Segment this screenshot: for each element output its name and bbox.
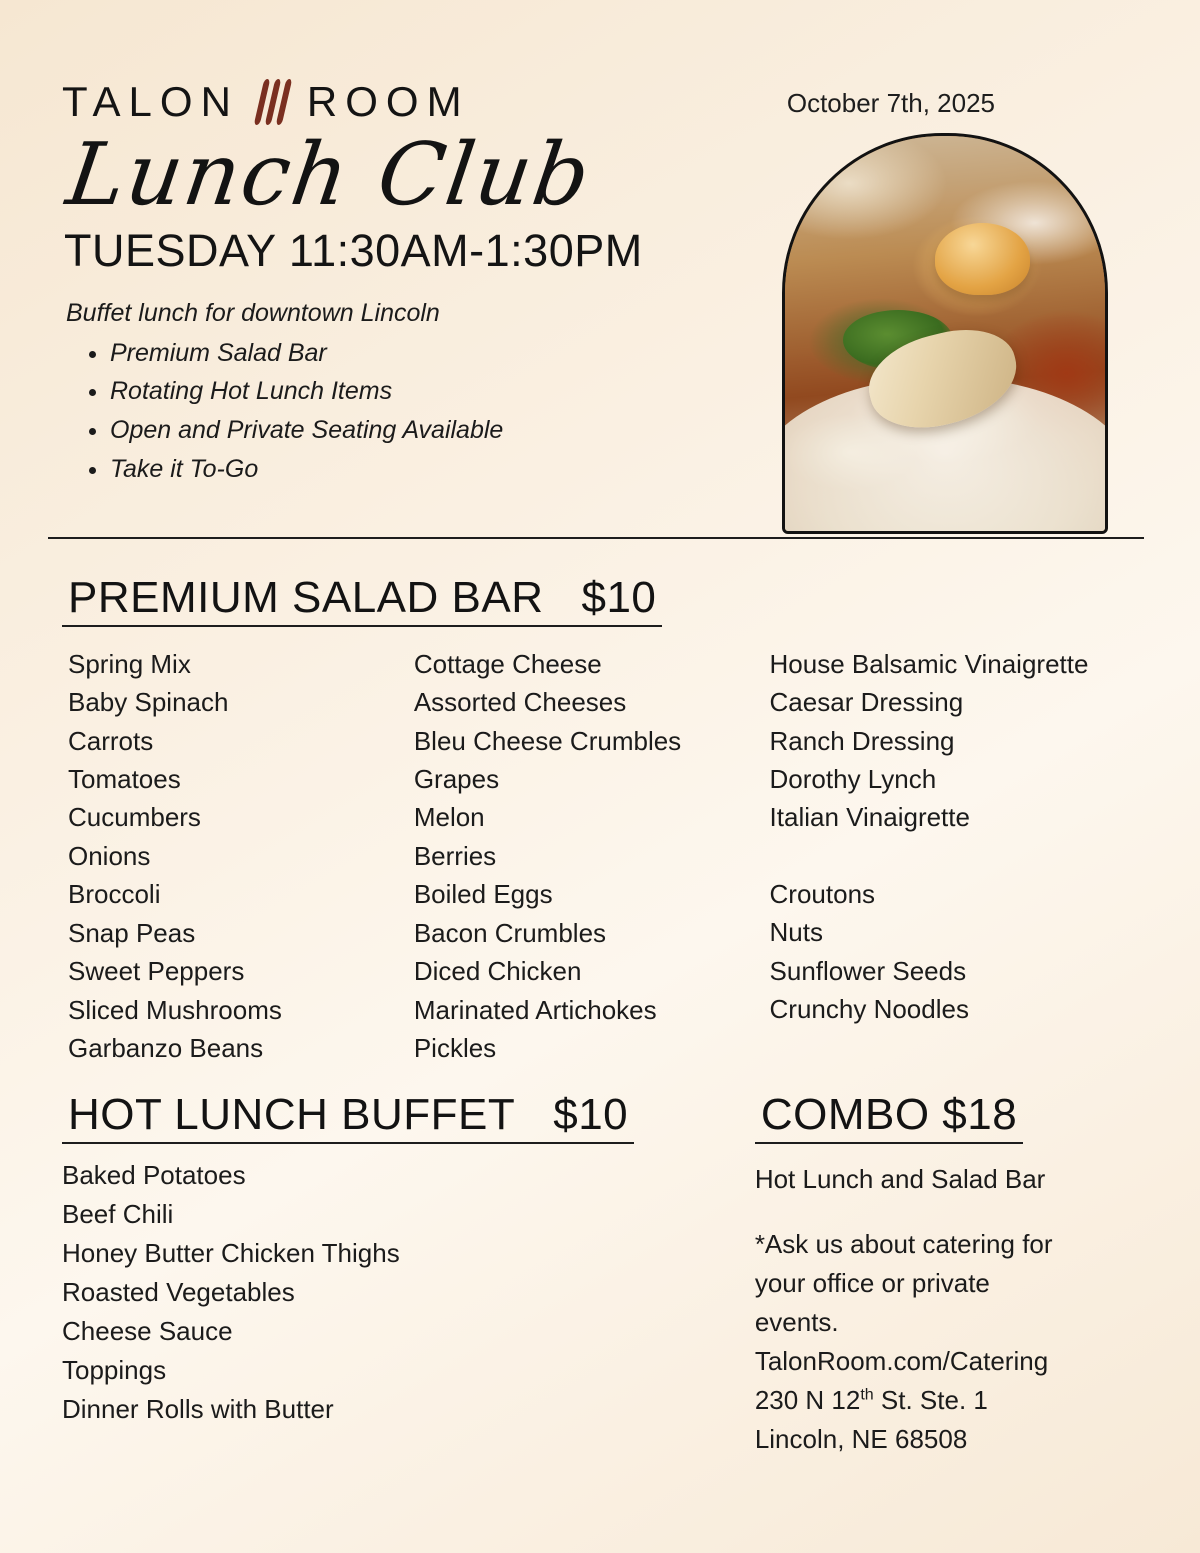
list-item: House Balsamic Vinaigrette	[769, 648, 1089, 679]
brand-word-right: ROOM	[306, 78, 470, 125]
list-item: Crunchy Noodles	[769, 994, 969, 1025]
combo-heading: COMBO $18	[755, 1090, 1023, 1144]
combo-section	[745, 1090, 1145, 1459]
brand-logo	[62, 78, 470, 126]
catering-note	[755, 1225, 1145, 1459]
list-item: Broccoli	[68, 879, 161, 910]
subtitle: Buffet lunch for downtown Lincoln	[66, 298, 440, 327]
salad-column-1	[62, 645, 414, 1068]
lunch-photo-image	[785, 136, 1105, 531]
salad-columns	[62, 645, 1145, 1068]
flyer-date: October 7th, 2025	[786, 88, 995, 118]
salad-column-2	[414, 645, 770, 1068]
list-item: Nuts	[769, 917, 823, 948]
list-item: Baby Spinach	[68, 687, 229, 718]
list-item: • Rotating Hot Lunch Items	[110, 372, 1145, 411]
list-item: Diced Chicken	[413, 956, 582, 987]
list-item: Bleu Cheese Crumbles	[413, 725, 682, 756]
page-title: Lunch Club	[61, 125, 598, 225]
catering-note-line-2: your office or private	[754, 1267, 990, 1298]
list-item: • Take it To-Go	[110, 450, 1145, 489]
list-item: • Open and Private Seating Available	[110, 411, 1145, 450]
catering-note-line-1: *Ask us about catering for	[754, 1228, 1053, 1259]
list-item: Caesar Dressing	[769, 687, 964, 718]
combo-description: Hot Lunch and Salad Bar	[754, 1163, 1046, 1194]
list-item: Cheese Sauce	[62, 1315, 233, 1346]
list-item: Cottage Cheese	[413, 648, 602, 679]
address-street-number: 230 N 12	[754, 1384, 861, 1415]
brand-word-left: TALON	[62, 78, 239, 125]
list-item: Snap Peas	[68, 917, 196, 948]
hot-lunch-section	[62, 1090, 745, 1459]
list-item: Pickles	[413, 1033, 497, 1064]
catering-note-line-3: events.	[754, 1306, 839, 1337]
list-item: Assorted Cheeses	[413, 687, 627, 718]
salad-heading-label: PREMIUM SALAD BAR	[68, 572, 544, 622]
hot-lunch-price: $10	[553, 1089, 629, 1139]
lower-sections	[62, 1090, 1145, 1459]
catering-url[interactable]: TalonRoom.com/Catering	[754, 1345, 1049, 1376]
salad-section-heading	[62, 573, 662, 627]
section-divider	[48, 537, 1144, 539]
list-item: Spring Mix	[68, 648, 191, 679]
salad-heading-wrap	[62, 573, 1145, 627]
list-item: Boiled Eggs	[413, 879, 553, 910]
list-item: Onions	[68, 840, 151, 871]
address-ordinal-suffix: th	[860, 1386, 874, 1404]
list-item: Grapes	[413, 764, 500, 794]
list-item: Croutons	[769, 878, 876, 909]
list-item: Roasted Vegetables	[62, 1276, 295, 1307]
lunch-photo	[782, 133, 1108, 534]
list-item: Melon	[413, 802, 485, 833]
list-item: Ranch Dressing	[769, 725, 955, 756]
salad-price: $10	[581, 572, 657, 622]
list-item: Sweet Peppers	[68, 956, 245, 987]
list-item: Berries	[413, 840, 497, 871]
service-time: TUESDAY 11:30AM-1:30PM	[64, 224, 643, 276]
list-item: Honey Butter Chicken Thighs	[62, 1237, 400, 1268]
list-item: Garbanzo Beans	[68, 1033, 264, 1064]
salad-column-3	[770, 645, 1145, 1068]
address-line-2: Lincoln, NE 68508	[754, 1423, 968, 1454]
list-item: • Premium Salad Bar	[110, 334, 1145, 373]
list-item: Beef Chili	[62, 1198, 174, 1229]
address-street-rest: St. Ste. 1	[873, 1384, 988, 1415]
list-item: Dorothy Lynch	[769, 764, 937, 794]
list-item: Cucumbers	[68, 802, 201, 833]
dinner-roll-shape	[935, 223, 1030, 295]
address-line-1	[755, 1381, 1145, 1420]
list-item: Italian Vinaigrette	[769, 802, 970, 833]
list-item: Dinner Rolls with Butter	[62, 1393, 334, 1424]
talon-claw-mark-icon	[253, 79, 293, 125]
list-item: Bacon Crumbles	[413, 917, 607, 948]
list-item: Carrots	[68, 725, 154, 756]
list-item: Toppings	[62, 1354, 167, 1385]
hot-lunch-heading-label: HOT LUNCH BUFFET	[68, 1089, 516, 1139]
list-item: Marinated Artichokes	[413, 994, 657, 1025]
header-row	[62, 60, 1145, 126]
list-item: Tomatoes	[68, 764, 181, 794]
column-spacer	[770, 837, 1145, 875]
list-item: Sunflower Seeds	[769, 955, 967, 986]
hot-lunch-items	[62, 1156, 745, 1429]
list-item: Baked Potatoes	[62, 1159, 246, 1190]
list-item: Sliced Mushrooms	[68, 994, 282, 1025]
hot-lunch-heading	[62, 1090, 634, 1144]
